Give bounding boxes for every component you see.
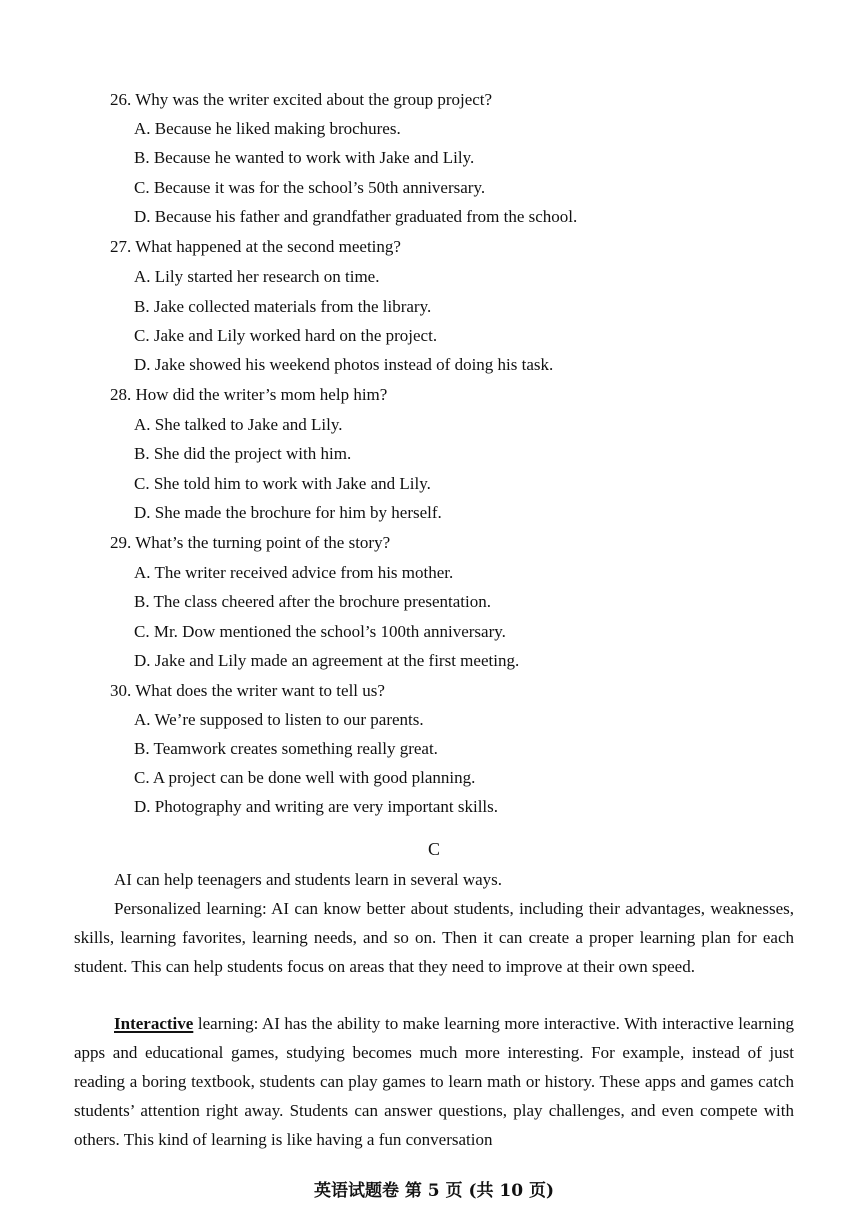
option-d: D. Jake showed his weekend photos instead of doing his task.	[134, 355, 554, 374]
option-a: A. We’re supposed to listen to our parents.	[134, 710, 424, 729]
option-d: D. Photography and writing are very important skills.	[134, 797, 499, 816]
passage-intro: AI can help teenagers and students learn in several ways.	[114, 870, 503, 889]
question-stem: 29. What’s the turning point of the story?	[110, 533, 391, 552]
option-a: A. Lily started her research on time.	[134, 267, 380, 286]
option-c: C. She told him to work with Jake and Lily.	[134, 474, 431, 493]
option-c: C. Because it was for the school’s 50th anniversary.	[134, 178, 486, 197]
option-a: A. Because he liked making brochures.	[134, 119, 401, 138]
vocabulary-term: Interactive	[114, 1014, 194, 1033]
option-d: D. She made the brochure for him by herself.	[134, 503, 442, 522]
option-c: C. A project can be done well with good planning.	[134, 768, 476, 787]
question-stem: 28. How did the writer’s mom help him?	[110, 385, 388, 404]
option-b: B. Teamwork creates something really great.	[134, 739, 438, 758]
option-b: B. The class cheered after the brochure presentation.	[134, 592, 491, 611]
option-c: C. Mr. Dow mentioned the school’s 100th anniversary.	[134, 622, 506, 641]
option-b: B. She did the project with him.	[134, 444, 352, 463]
question-stem: 27. What happened at the second meeting?	[110, 237, 401, 256]
option-a: A. The writer received advice from his mother.	[134, 563, 454, 582]
page-footer: 英语试题卷 第 5 页 (共 10 页)	[313, 1181, 555, 1201]
option-d: D. Because his father and grandfather graduated from the school.	[134, 207, 578, 226]
passage-paragraph-interactive	[74, 1009, 794, 1154]
paragraph-text: learning: AI has the ability to make learning more interactive. With interactive learning apps and educational games, studying becomes much more interesting. For example, instead of just reading a boring textbook, students can play games to learn math or history. These apps and games catch students’ attention right away. Students can answer questions, play challenges, and even compete with others. This kind of learning is like having a fun conversation	[74, 1014, 794, 1149]
option-c: C. Jake and Lily worked hard on the project.	[134, 326, 438, 345]
option-b: B. Because he wanted to work with Jake and Lily.	[134, 148, 475, 167]
section-heading: C	[427, 839, 440, 859]
option-d: D. Jake and Lily made an agreement at the first meeting.	[134, 651, 520, 670]
question-stem: 26. Why was the writer excited about the group project?	[110, 90, 493, 109]
option-a: A. She talked to Jake and Lily.	[134, 415, 343, 434]
option-b: B. Jake collected materials from the library.	[134, 297, 432, 316]
question-stem: 30. What does the writer want to tell us?	[110, 681, 385, 700]
passage-paragraph-personalized: Personalized learning: AI can know better about students, including their advantages, weaknesses, skills, learning favorites, learning needs, and so on. Then it can create a proper learning plan for each student. This can help students focus on areas that they need to improve at their own speed.	[74, 899, 794, 976]
